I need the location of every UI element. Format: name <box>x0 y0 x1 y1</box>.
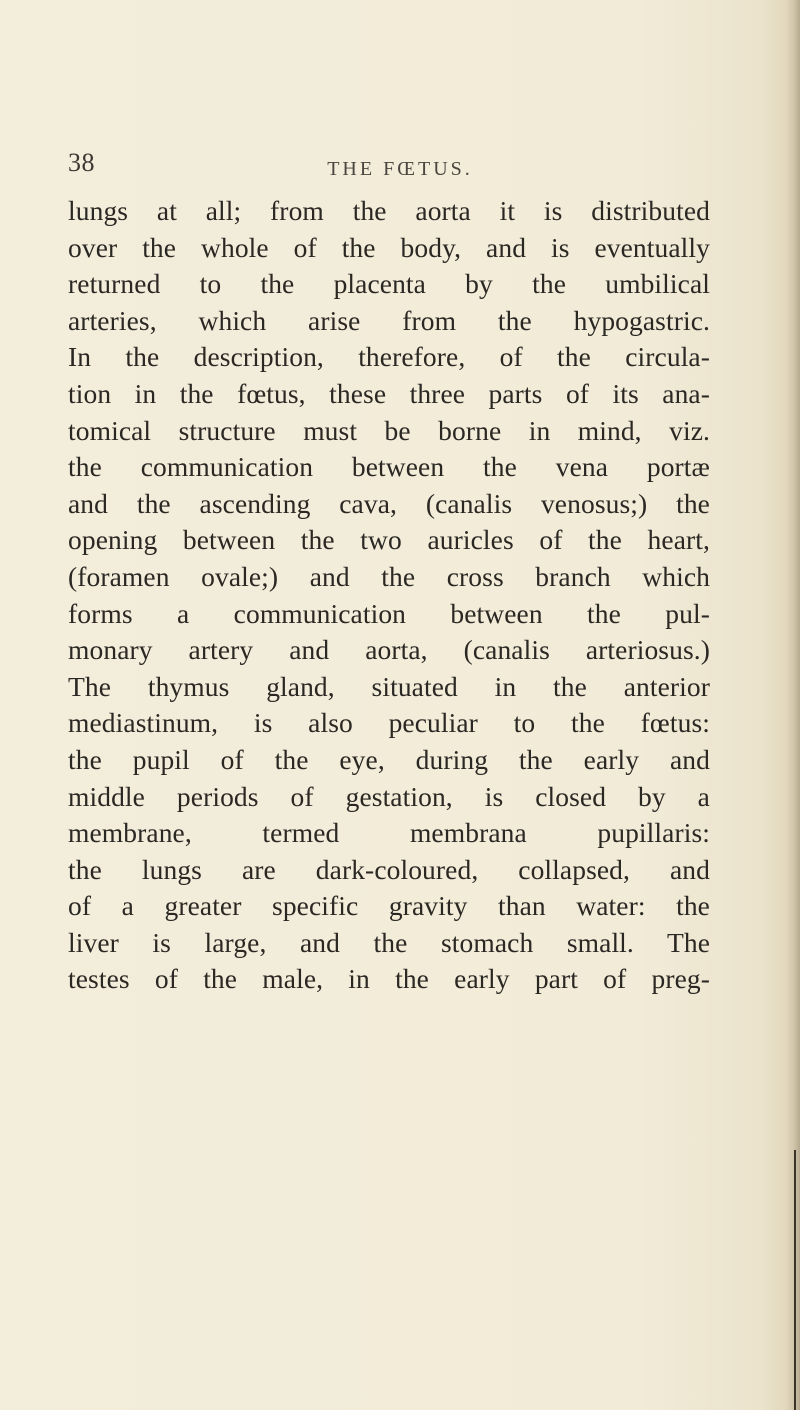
text-line: forms a communication between the pul- <box>68 597 710 629</box>
page-number: 38 <box>68 148 95 177</box>
text-line: the communication between the vena portæ <box>68 451 710 483</box>
binding-edge <box>794 1150 796 1410</box>
text-line: In the description, therefore, of the circula- <box>68 341 710 373</box>
text-line: lungs at all; from the aorta it is distributed <box>68 195 710 226</box>
text-line: testes of the male, in the early part of preg- <box>68 963 710 995</box>
text-line: tion in the fœtus, these three parts of its ana- <box>68 377 710 409</box>
text-line: tomical structure must be borne in mind, viz. <box>68 414 710 446</box>
text-line: monary artery and aorta, (canalis arteriosus.) <box>68 634 710 666</box>
text-line: and the ascending cava, (canalis venosus;) the <box>68 487 710 519</box>
text-line: liver is large, and the stomach small. The <box>68 926 710 958</box>
text-line: (foramen ovale;) and the cross branch which <box>68 560 710 592</box>
text-line: of a greater specific gravity than water: the <box>68 890 710 922</box>
text-line: over the whole of the body, and is eventually <box>68 231 710 263</box>
text-line: middle periods of gestation, is closed by a <box>68 780 710 812</box>
text-line: the pupil of the eye, during the early and <box>68 743 710 775</box>
text-line: The thymus gland, situated in the anterior <box>68 670 710 702</box>
running-head: THE FŒTUS. <box>327 158 473 180</box>
body-text <box>68 193 710 998</box>
text-line: membrane, termed membrana pupillaris: <box>68 817 710 849</box>
text-line: the lungs are dark-coloured, collapsed, and <box>68 853 710 885</box>
text-line: arteries, which arise from the hypogastric. <box>68 304 710 336</box>
page-edge-shadow <box>786 0 800 1410</box>
text-line: opening between the two auricles of the heart, <box>68 524 710 556</box>
text-line: mediastinum, is also peculiar to the fœtus: <box>68 707 710 739</box>
text-line: returned to the placenta by the umbilical <box>68 268 710 300</box>
